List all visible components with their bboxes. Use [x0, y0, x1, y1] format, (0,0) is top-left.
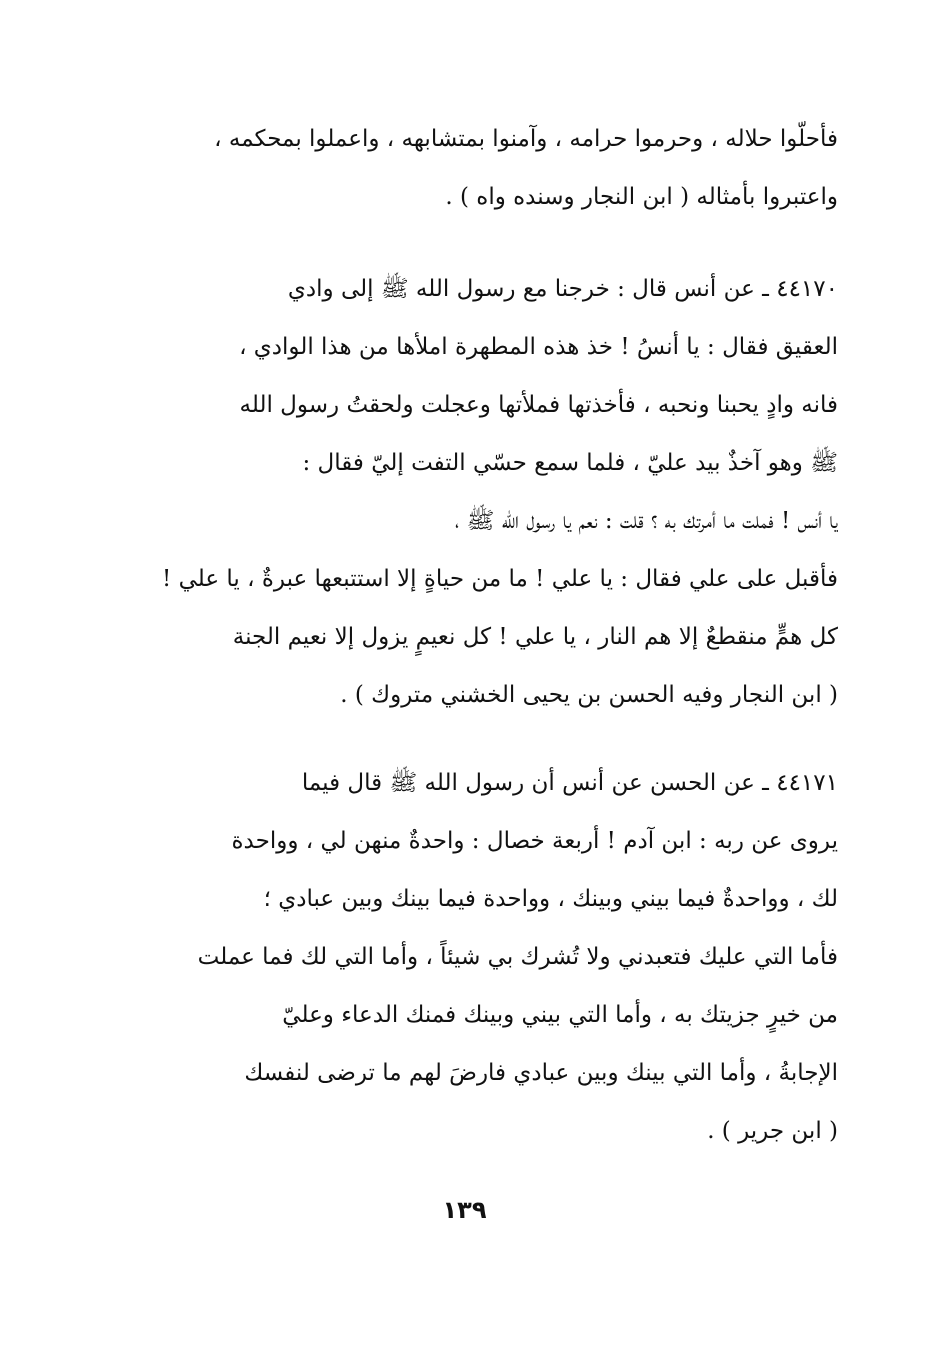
- text-line: ( ابن جرير ) .: [707, 1118, 838, 1144]
- text-line: العقيق فقال : يا أنسُ ! خذ هذه المطهرة املأها من هذا الوادي ،: [239, 334, 838, 360]
- paragraph-continuation: [138, 110, 838, 226]
- text-line: ٤٤١٧٠ ـ عن أنس قال : خرجنا مع رسول الله ﷺ إلى وادي: [287, 276, 838, 302]
- text-line: الإجابةُ ، وأما التي بينك وبين عبادي فارضَ لهم ما ترضى لنفسك: [244, 1060, 838, 1086]
- text-line: فأما التي عليك فتعبدني ولا تُشرك بي شيئاً ، وأما التي لك فما عملت: [197, 944, 838, 970]
- hadith-44170: [138, 260, 838, 724]
- text-line: ( ابن النجار وفيه الحسن بن يحيى الخشني متروك ) .: [340, 682, 838, 708]
- text-line: من خيرٍ جزيتك به ، وأما التي بيني وبينك فمنك الدعاء وعليّ: [282, 1002, 838, 1028]
- text-line: ﷺ وهو آخذٌ بيد عليّ ، فلما سمع حسّي التفت إليّ فقال :: [302, 450, 838, 476]
- text-line: ٤٤١٧١ ـ عن الحسن عن أنس أن رسول الله ﷺ قال فيما: [301, 770, 838, 796]
- text-line: فأقبل على علي فقال : يا علي ! ما من حياةٍ إلا استتبعها عبرةٌ ، يا علي !: [162, 566, 838, 592]
- text-line: لك ، وواحدةٌ فيما بيني وبينك ، وواحدة فيما بينك وبين عبادي ؛: [263, 886, 838, 912]
- text-line: يروى عن ربه : ابن آدم ! أربعة خصال : واحدةٌ منهن لي ، وواحدة: [231, 828, 838, 854]
- text-line: فأحلّوا حلاله ، وحرموا حرامه ، وآمنوا بمتشابهه ، واعملوا بمحكمه ،: [214, 126, 838, 152]
- text-line: يا أنس ! فملت ما أمرتك به ؟ قلت : نعم يا رسول الله ﷺ ،: [454, 508, 838, 534]
- text-line: فانه وادٍ يحبنا ونحبه ، فأخذتها فملأتها وعجلت ولحقتُ رسول الله: [239, 392, 838, 418]
- text-line: واعتبروا بأمثاله ( ابن النجار وسنده واه ) .: [445, 184, 838, 210]
- page-number: ١٣٩: [442, 1196, 487, 1224]
- text-line: كل همٍّ منقطعٌ إلا هم النار ، يا علي ! كل نعيمٍ يزول إلا نعيم الجنة: [232, 624, 838, 650]
- hadith-44171: [138, 754, 838, 1160]
